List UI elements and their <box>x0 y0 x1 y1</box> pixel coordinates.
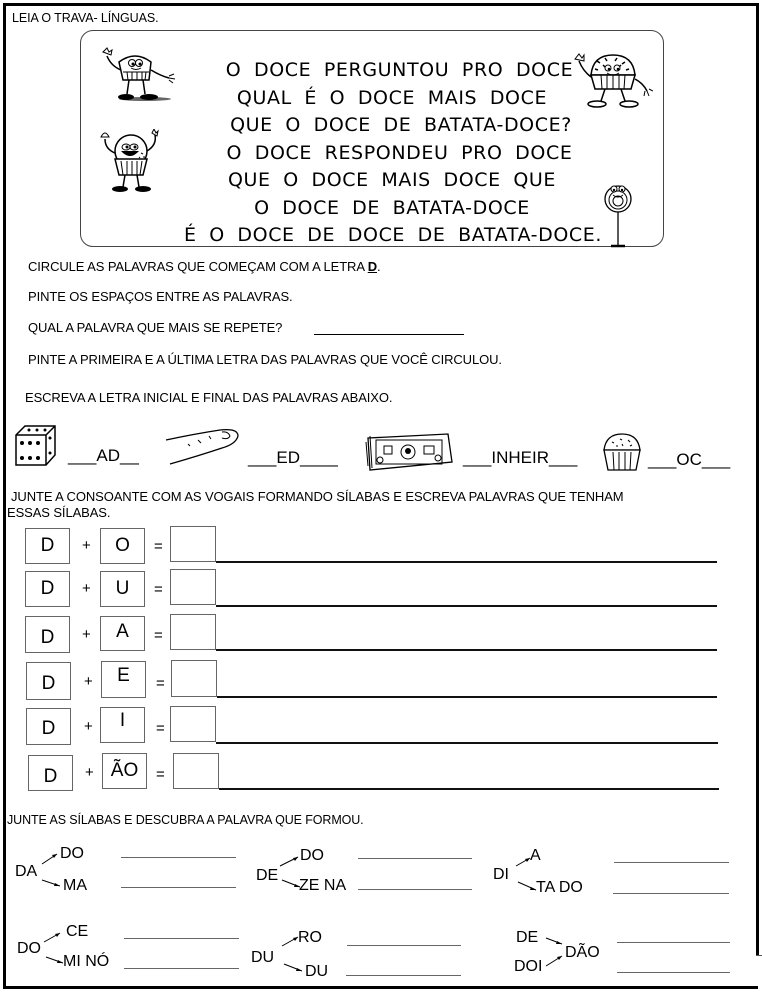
root-syllable: DU <box>251 949 275 966</box>
vowel-box: E <box>101 661 146 698</box>
equals-sign: = <box>154 538 163 555</box>
syllable-answer-box[interactable] <box>170 569 216 605</box>
instruction-form-syllables: JUNTE A CONSOANTE COM AS VOGAIS FORMANDO SÍLABAS E ESCREVA PALAVRAS QUE TENHAM <box>11 489 624 504</box>
poem-line: QUAL É O DOCE MAIS DOCE <box>236 87 548 109</box>
page-title: LEIA O TRAVA- LÍNGUAS. <box>12 11 159 25</box>
consonant-box: D <box>26 662 71 700</box>
consonant-box: D <box>25 571 70 607</box>
vowel-box: A <box>100 616 145 651</box>
arrow-up-icon <box>42 928 66 968</box>
answer-line[interactable] <box>614 862 729 863</box>
page-edge-tick <box>756 955 762 956</box>
top-syllable: A <box>530 847 541 864</box>
bottom-syllable: TA DO <box>536 879 583 896</box>
plus-sign: + <box>84 718 93 735</box>
instruction-join-syllables: JUNTE AS SÍLABAS E DESCUBRA A PALAVRA QUE FORMOU. <box>7 813 364 827</box>
bottom-root-syllable: DOI <box>514 958 543 975</box>
bottom-syllable: ZE NA <box>299 877 347 894</box>
poem-line: O DOCE PERGUNTOU PRO DOCE <box>225 59 574 81</box>
instruction-text: CIRCULE AS PALAVRAS QUE COMEÇAM COM A LETRA <box>28 259 368 274</box>
poem-line: QUE O DOCE MAIS DOCE QUE <box>227 169 557 191</box>
root-syllable: DE <box>256 867 279 884</box>
fill-word-dinheiro[interactable]: ___INHEIR___ <box>463 448 578 467</box>
top-syllable: RO <box>298 929 322 946</box>
plus-sign: + <box>82 537 91 554</box>
cupcake-character-sprinkles-icon <box>573 49 653 111</box>
page-right-border <box>756 3 759 956</box>
plus-sign: + <box>82 626 91 643</box>
equals-sign: = <box>156 766 165 783</box>
instruction-circle-words <box>28 259 381 274</box>
arrow-up-icon <box>514 852 538 892</box>
bottom-syllable: DU <box>305 963 329 980</box>
answer-line[interactable] <box>121 857 236 858</box>
root-syllable: DA <box>15 863 38 880</box>
words-answer-line[interactable] <box>216 742 718 744</box>
answer-line[interactable] <box>617 942 730 943</box>
plus-sign: + <box>84 673 93 690</box>
bottom-syllable: MA <box>63 877 87 894</box>
tongue-twister-panel <box>80 30 664 247</box>
poem-line: É O DOCE DE DOCE DE BATATA-DOCE. <box>183 224 603 246</box>
instruction-write-letters: ESCREVA A LETRA INICIAL E FINAL DAS PALAVRAS ABAIXO. <box>25 390 393 405</box>
poem-line: QUE O DOCE DE BATATA-DOCE? <box>230 114 572 136</box>
consonant-box: D <box>28 755 73 791</box>
answer-line-most-repeated[interactable] <box>314 334 464 335</box>
instruction-paint-spaces: PINTE OS ESPAÇOS ENTRE AS PALAVRAS. <box>28 289 293 304</box>
fill-word-dedo[interactable]: ___ED____ <box>248 448 338 467</box>
arrow-up-icon <box>40 850 60 890</box>
finger-icon <box>164 428 240 468</box>
fill-word-doce[interactable]: ___OC___ <box>648 450 731 469</box>
vowel-box: I <box>100 707 145 743</box>
instruction-punctuation: . <box>377 259 381 274</box>
answer-line[interactable] <box>346 975 461 976</box>
vowel-box: ÃO <box>102 753 147 789</box>
cupcake-character-arms-up-icon <box>97 129 163 195</box>
words-answer-line[interactable] <box>216 561 717 563</box>
poem-line: O DOCE DE BATATA-DOCE <box>254 197 530 219</box>
plus-sign: + <box>82 580 91 597</box>
money-bill-icon <box>364 432 454 472</box>
words-answer-line[interactable] <box>219 788 719 790</box>
answer-line[interactable] <box>124 968 239 969</box>
arrow-up-icon <box>280 934 306 974</box>
syllable-answer-box[interactable] <box>171 660 217 697</box>
top-root-syllable: DE <box>516 929 539 946</box>
arrow-converge-icon <box>544 932 568 972</box>
answer-line[interactable] <box>124 938 239 939</box>
dice-icon <box>13 423 59 469</box>
answer-line[interactable] <box>613 893 729 894</box>
answer-line[interactable] <box>358 889 472 890</box>
answer-line[interactable] <box>347 945 461 946</box>
cupcake-character-waving-icon <box>99 46 189 108</box>
syllable-answer-box[interactable] <box>170 706 216 742</box>
poem-line: O DOCE RESPONDEU PRO DOCE <box>226 142 573 164</box>
root-syllable: DO <box>17 940 41 957</box>
syllable-answer-box[interactable] <box>170 526 216 562</box>
syllable-answer-box[interactable] <box>173 753 219 789</box>
lollipop-character-icon <box>601 179 635 249</box>
top-syllable: DO <box>300 847 324 864</box>
cupcake-icon <box>600 430 644 474</box>
arrow-up-icon <box>278 852 302 892</box>
equals-sign: = <box>154 581 163 598</box>
root-syllable: DI <box>493 866 509 883</box>
consonant-box: D <box>25 616 70 653</box>
consonant-box: D <box>26 708 71 745</box>
answer-line[interactable] <box>121 887 236 888</box>
words-answer-line[interactable] <box>216 605 717 607</box>
instruction-paint-letters: PINTE A PRIMEIRA E A ÚLTIMA LETRA DAS PALAVRAS QUE VOCÊ CIRCULOU. <box>28 352 502 367</box>
highlight-letter-d: D <box>367 259 378 274</box>
vowel-box: U <box>100 571 145 607</box>
answer-line[interactable] <box>617 972 730 973</box>
equals-sign: = <box>156 675 165 692</box>
syllable-answer-box[interactable] <box>170 614 216 650</box>
answer-line[interactable] <box>358 858 472 859</box>
words-answer-line[interactable] <box>216 649 717 651</box>
bottom-syllable: MI NÓ <box>63 953 110 970</box>
words-answer-line[interactable] <box>217 696 717 698</box>
fill-word-dado[interactable]: ___AD__ <box>68 446 139 465</box>
suffix-syllable: DÃO <box>565 944 600 961</box>
question-most-repeated-word: QUAL A PALAVRA QUE MAIS SE REPETE? <box>28 320 283 335</box>
top-syllable: DO <box>60 845 84 862</box>
equals-sign: = <box>154 627 163 644</box>
consonant-box: D <box>25 528 70 564</box>
equals-sign: = <box>156 720 165 737</box>
plus-sign: + <box>85 764 94 781</box>
vowel-box: O <box>100 528 145 564</box>
instruction-form-syllables-cont: ESSAS SÍLABAS. <box>7 505 111 520</box>
top-syllable: CE <box>66 923 89 940</box>
